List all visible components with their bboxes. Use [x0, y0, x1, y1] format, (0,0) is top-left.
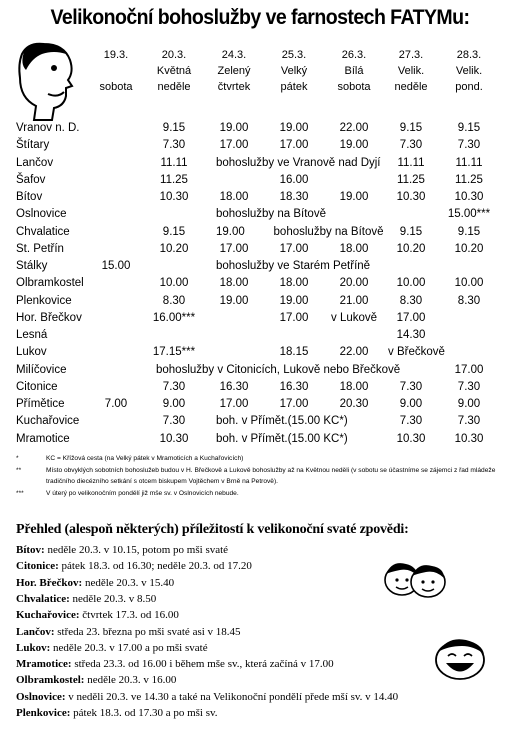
- footnote-text: KC = Křížová cesta (na Velký pátek v Mramoticích a Kuchařovicích): [46, 455, 244, 462]
- time-cell: 10.30: [454, 191, 484, 203]
- time-cell: 10.20: [396, 242, 426, 255]
- time-cell: 17.00: [219, 139, 249, 152]
- column-header-day2: pond.: [455, 81, 483, 93]
- column-header: [151, 47, 197, 95]
- time-cell: 7.30: [399, 139, 423, 152]
- time-cell: 16.00: [279, 173, 309, 186]
- footnote-mark: *: [16, 455, 19, 462]
- table-row: [16, 259, 520, 274]
- place-name: St. Petřín: [16, 242, 64, 255]
- column-header-day1: Zelený: [217, 65, 251, 77]
- place-name: Štítary: [16, 139, 50, 152]
- column-header: [331, 47, 377, 95]
- time-cell: 7.00: [104, 398, 128, 410]
- time-cell: 18.00: [339, 380, 369, 393]
- footnote-mark: **: [16, 466, 22, 474]
- place-name: Lančov: [16, 156, 54, 169]
- time-cell: 15.00: [101, 260, 131, 272]
- time-cell: 9.00: [399, 398, 423, 410]
- time-cell: 15.00***: [447, 208, 491, 221]
- confession-heading: Přehled (alespoň některých) příležitostí k velikonoční svaté zpovědi:: [16, 522, 409, 537]
- time-cell: 9.15: [457, 225, 481, 238]
- page-title: Velikonoční bohoslužby ve farnostech FATYMu:: [50, 6, 470, 29]
- place-name: Oslnovice: [16, 208, 67, 221]
- confession-place: Hor. Břečkov:: [16, 576, 83, 589]
- confession-place: Lukov:: [16, 641, 51, 654]
- time-cell: 16.30: [279, 380, 309, 393]
- time-cell: 10.00: [396, 277, 426, 290]
- time-cell: 7.30: [457, 415, 481, 428]
- column-header: [388, 47, 434, 95]
- time-cell: 11.25: [160, 173, 188, 186]
- time-cell: 21.00: [339, 294, 369, 307]
- confession-text: středa 23.3. od 16.00 i během mše sv., která začíná v 17.00: [71, 658, 334, 671]
- column-header-date: 28.3.: [456, 49, 482, 61]
- time-cell: v Břečkově: [388, 346, 445, 359]
- confession-text: neděle 20.3. v 17.00 a po mši svaté: [50, 641, 208, 654]
- span-note: bohoslužby ve Starém Petříně: [216, 260, 371, 272]
- time-cell: 7.30: [162, 139, 186, 152]
- time-cell: 8.30: [162, 294, 186, 307]
- table-row: [16, 276, 520, 291]
- column-header-date: 19.3.: [103, 49, 129, 61]
- time-cell: 10.30: [396, 191, 426, 203]
- time-cell: 17.00: [454, 363, 484, 376]
- table-row: [16, 190, 520, 205]
- time-cell: 18.00: [339, 242, 369, 255]
- span-note: bohoslužby ve Vranově nad Dyjí: [216, 156, 381, 169]
- place-name: Šafov: [16, 173, 46, 186]
- confession-item: [16, 609, 179, 622]
- table-row: [16, 138, 520, 153]
- confession-place: Lančov:: [16, 625, 55, 638]
- place-name: Přímětice: [16, 398, 65, 410]
- time-cell: 22.00: [339, 122, 369, 134]
- confession-place: Plenkovice:: [16, 707, 71, 719]
- column-header-day2: neděle: [157, 81, 191, 93]
- time-cell: 9.15: [399, 225, 423, 238]
- time-cell: 10.30: [159, 432, 189, 445]
- column-header-date: 27.3.: [398, 49, 424, 61]
- place-name: Bítov: [16, 191, 43, 203]
- column-header-date: 26.3.: [341, 49, 367, 61]
- time-cell: 7.30: [162, 415, 186, 428]
- time-cell: 10.30: [454, 432, 484, 445]
- time-cell: 17.00: [396, 311, 426, 324]
- column-header-day2: sobota: [99, 81, 133, 93]
- table-row: [16, 345, 520, 360]
- time-cell: 18.30: [279, 191, 309, 203]
- time-cell: 8.30: [457, 294, 481, 307]
- place-name: Milíčovice: [16, 363, 67, 376]
- time-cell: 18.00: [219, 191, 249, 203]
- confession-text: neděle 20.3. v 16.00: [84, 674, 177, 687]
- table-row: [16, 328, 520, 343]
- footnote-text: V úterý po velikonočním pondělí již mše sv. v Oslnovicích nebude.: [46, 489, 239, 497]
- time-cell: 9.15: [457, 122, 481, 134]
- time-cell: 10.20: [159, 242, 189, 255]
- confession-place: Chvalatice:: [16, 592, 70, 605]
- time-cell: 17.00: [279, 242, 309, 255]
- time-cell: 17.00: [219, 242, 249, 255]
- time-cell: v Lukově: [331, 311, 378, 324]
- table-row: [16, 121, 520, 136]
- confession-item: [16, 707, 218, 720]
- confession-item: [16, 577, 174, 590]
- confession-place: Citonice:: [16, 560, 59, 573]
- table-row: [16, 414, 520, 429]
- footnote-mark: ***: [16, 489, 24, 497]
- place-name: Lukov: [16, 346, 47, 359]
- confession-text: neděle 20.3. v 10.15, potom po mši svaté: [44, 544, 229, 556]
- column-header-date: 25.3.: [281, 49, 307, 61]
- time-cell: 9.15: [162, 122, 186, 134]
- confession-text: pátek 18.3. od 17.30 a po mši sv.: [70, 707, 218, 719]
- column-header-day1: [93, 63, 139, 79]
- confession-place: Olbramkostel:: [16, 674, 85, 687]
- confession-item: [16, 544, 228, 557]
- time-cell: 19.00: [279, 122, 309, 134]
- cartoon-face-icon: [14, 40, 76, 122]
- time-cell: 18.00: [279, 277, 309, 290]
- span-note: bohoslužby v Citonicích, Lukově nebo Břečkově: [156, 363, 401, 376]
- column-header-day1: Velik.: [397, 65, 425, 77]
- confession-item: [16, 593, 156, 606]
- time-cell: 22.00: [339, 346, 369, 359]
- time-cell: 7.30: [399, 415, 423, 428]
- confession-text: neděle 20.3. v 15.40: [82, 576, 175, 589]
- time-cell: 10.30: [396, 432, 426, 445]
- time-cell: 8.30: [399, 294, 423, 307]
- column-header-day1: Bílá: [344, 65, 364, 77]
- time-cell: 7.30: [457, 380, 481, 393]
- time-cell: 14.30: [396, 329, 426, 341]
- place-name: Hor. Břečkov: [16, 311, 82, 324]
- time-cell: 17.00: [279, 398, 309, 410]
- place-name: Stálky: [16, 260, 48, 272]
- time-cell: 7.30: [399, 380, 423, 393]
- time-cell: 18.00: [219, 277, 249, 290]
- table-row: [16, 311, 520, 326]
- time-cell: 7.30: [162, 380, 186, 393]
- column-header-day2: čtvrtek: [217, 81, 251, 93]
- time-cell: 11.25: [455, 173, 483, 186]
- span-note: boh. v Přímět.(15.00 KC*): [216, 432, 348, 445]
- place-name: Kuchařovice: [16, 415, 80, 428]
- time-cell: 18.15: [279, 346, 309, 359]
- time-cell: 7.30: [457, 139, 481, 152]
- place-name: Chvalatice: [16, 225, 70, 238]
- time-cell: 20.00: [339, 277, 369, 290]
- time-cell: 11.11: [160, 156, 188, 169]
- time-cell: 17.15***: [152, 346, 196, 359]
- confession-item: [16, 658, 334, 671]
- column-header-day2: sobota: [337, 81, 371, 93]
- confession-item: [16, 642, 208, 655]
- table-row: [16, 363, 520, 378]
- table-row: [16, 294, 520, 309]
- cartoon-heads-icon: [382, 558, 448, 604]
- table-row: [16, 225, 520, 240]
- column-header-date: 24.3.: [221, 49, 247, 61]
- confession-text: neděle 20.3. v 8.50: [69, 592, 157, 605]
- time-cell: 17.00: [219, 398, 249, 410]
- time-cell: 19.00: [339, 191, 369, 203]
- time-cell: 16.00***: [152, 311, 196, 324]
- time-cell: 16.30: [219, 380, 249, 393]
- time-cell: 11.25: [397, 173, 425, 186]
- table-row: [16, 397, 520, 412]
- column-header: [271, 47, 317, 95]
- confession-place: Oslnovice:: [16, 690, 66, 703]
- time-cell: 17.00: [279, 139, 309, 152]
- column-header-day1: Velik.: [455, 65, 483, 77]
- span-note: bohoslužby na Bítově: [216, 208, 326, 221]
- confession-item: [16, 691, 398, 704]
- time-cell: 20.30: [339, 398, 369, 410]
- confession-place: Bítov:: [16, 544, 45, 556]
- confession-item: [16, 560, 252, 573]
- column-header: [211, 47, 257, 95]
- time-cell: 19.00: [219, 294, 249, 307]
- span-note: boh. v Přímět.(15.00 KC*): [216, 415, 348, 428]
- confession-item: [16, 626, 241, 639]
- span-note: 19.00 bohoslužby na Bítově: [216, 225, 384, 238]
- table-row: [16, 156, 520, 171]
- confession-text: pátek 18.3. od 16.30; neděle 20.3. od 17.20: [58, 560, 252, 573]
- place-name: Lesná: [16, 329, 48, 341]
- cartoon-laughing-face-icon: [432, 636, 488, 682]
- column-header: [446, 47, 492, 95]
- time-cell: 9.00: [162, 398, 186, 410]
- table-row: [16, 173, 520, 188]
- time-cell: 9.15: [162, 225, 186, 238]
- confession-text: středa 23. března po mši svaté asi v 18.45: [54, 625, 241, 638]
- table-row: [16, 432, 520, 447]
- column-header-date: 20.3.: [161, 49, 187, 61]
- table-row: [16, 380, 520, 395]
- time-cell: 19.00: [279, 294, 309, 307]
- time-cell: 10.00: [159, 277, 189, 290]
- place-name: Plenkovice: [16, 294, 72, 307]
- time-cell: 17.00: [279, 311, 309, 324]
- time-cell: 11.11: [397, 156, 425, 169]
- time-cell: 10.30: [159, 191, 189, 203]
- place-name: Citonice: [16, 380, 58, 393]
- column-header: [93, 47, 139, 95]
- footnote-text: tradičního diecézního setkání s otcem biskupem Vojtěchem v Brně na Petrově).: [46, 478, 279, 485]
- time-cell: 9.00: [457, 398, 481, 410]
- confession-text: v neděli 20.3. ve 14.30 a také na Velikonoční pondělí přede mší sv. v 14.40: [65, 690, 399, 703]
- confession-text: čtvrtek 17.3. od 16.00: [79, 609, 179, 622]
- place-name: Olbramkostel: [16, 277, 84, 290]
- confession-place: Mramotice:: [16, 658, 72, 671]
- confession-place: Kuchařovice:: [16, 609, 80, 622]
- column-header-day1: Květná: [156, 65, 192, 77]
- column-header-day2: pátek: [280, 81, 308, 93]
- table-row: [16, 207, 520, 222]
- footnote-text: Místo obvyklých sobotních bohoslužeb budou v H. Břečkově a Lukově bohoslužby až na Květnou neděli (v sobotu se účastníme se zájemci z řad mládeže: [46, 466, 496, 474]
- time-cell: 9.15: [399, 122, 423, 134]
- time-cell: 19.00: [339, 139, 369, 152]
- time-cell: 19.00: [219, 122, 249, 134]
- column-header-day1: Velký: [280, 65, 308, 77]
- time-cell: 11.11: [455, 156, 483, 169]
- place-name: Vranov n. D.: [16, 122, 80, 134]
- column-header-day2: neděle: [394, 81, 428, 93]
- confession-item: [16, 674, 176, 687]
- time-cell: 10.20: [454, 242, 484, 255]
- time-cell: 10.00: [454, 277, 484, 290]
- table-row: [16, 242, 520, 257]
- place-name: Mramotice: [16, 432, 70, 445]
